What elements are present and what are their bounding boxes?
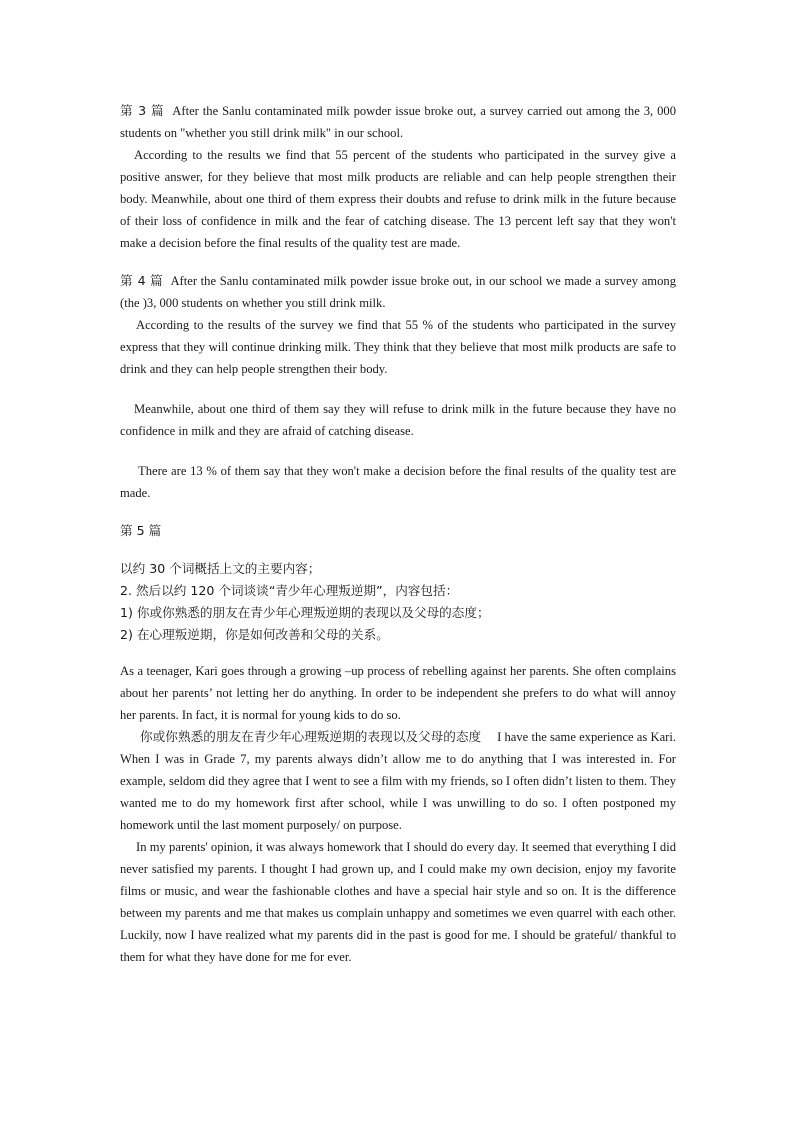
- task-item: 以约 30 个词概括上文的主要内容；: [120, 561, 321, 576]
- section4-paragraph-1: According to the results of the survey we find that 55 % of the students who participated in the survey express that they will continue drinking milk. They think that they believe that most milk products are safe to drink and they can help people strengthen their body.: [120, 318, 676, 376]
- task-item: 1) 你或你熟悉的朋友在青少年心理叛逆期的表现以及父母的态度；: [120, 605, 490, 620]
- section4-first-paragraph: [120, 270, 676, 314]
- section4-intro: After the Sanlu contaminated milk powder issue broke out, in our school we made a survey among (the )3, 000 students on whether you still drink milk.: [120, 274, 676, 310]
- task-item: 2. 然后以约 120 个词谈谈“青少年心理叛逆期”，内容包括：: [120, 583, 459, 598]
- essay-paragraph-1: [120, 726, 676, 836]
- section4-paragraph-3: There are 13 % of them say that they won't make a decision before the final results of the quality test are made.: [120, 464, 676, 500]
- essay-prompt-zh: 你或你熟悉的朋友在青少年心理叛逆期的表现以及父母的态度: [140, 729, 482, 744]
- task-list: [120, 558, 676, 646]
- section3-heading: 第 3 篇: [120, 103, 165, 118]
- essay-paragraph-1-text: I have the same experience as Kari. When I was in Grade 7, my parents always didn’t allow me to do anything that I was interested in. For example, seldom did they agree that I went to see a film with my friends, so I often didn’t listen to them. They wanted me to do my homework first after school, while I was unwilling to do so. I often postponed my homework until the last moment purposely/ on purpose.: [120, 730, 677, 832]
- section4-heading: 第 4 篇: [120, 273, 164, 288]
- task-item: 2) 在心理叛逆期，你是如何改善和父母的关系。: [120, 627, 389, 642]
- section5-heading: 第 5 篇: [120, 523, 162, 538]
- section3-body: According to the results we find that 55 percent of the students who participated in the survey give a positive answer, for they believe that most milk products are reliable and can help people strengthen their body. Meanwhile, about one third of them express their doubts and refuse to drink milk in the future because of their loss of confidence in milk and the fear of catching disease. The 13 percent left say that they won't make a decision before the final results of the quality test are made.: [120, 148, 676, 250]
- section3-intro: After the Sanlu contaminated milk powder issue broke out, a survey carried out among the 3, 000 students on "whether you still drink milk" in our school.: [120, 104, 677, 140]
- essay-paragraph-2: In my parents' opinion, it was always homework that I should do every day. It seemed that everything I did never satisfied my parents. I thought I had grown up, and I could make my own decision, enjoy my favorite films or music, and wear the fashionable clothes and have a special hair style and so on. It is the difference between my parents and me that makes us complain unhappy and sometimes we even quarrel with each other. Luckily, now I have realized what my parents did in the past is good for me. I should be grateful/ thankful to them for what they have done for me for ever.: [120, 840, 676, 964]
- section3-first-paragraph: [120, 100, 676, 144]
- document-page: [120, 100, 676, 968]
- summary-paragraph: As a teenager, Kari goes through a growing –up process of rebelling against her parents. She often complains about her parents’ not letting her do anything. In order to be independent she prefers to do what will annoy her parents. In fact, it is normal for young kids to do so.: [120, 664, 676, 722]
- section4-paragraph-2: Meanwhile, about one third of them say they will refuse to drink milk in the future because they have no confidence in milk and they are afraid of catching disease.: [120, 402, 676, 438]
